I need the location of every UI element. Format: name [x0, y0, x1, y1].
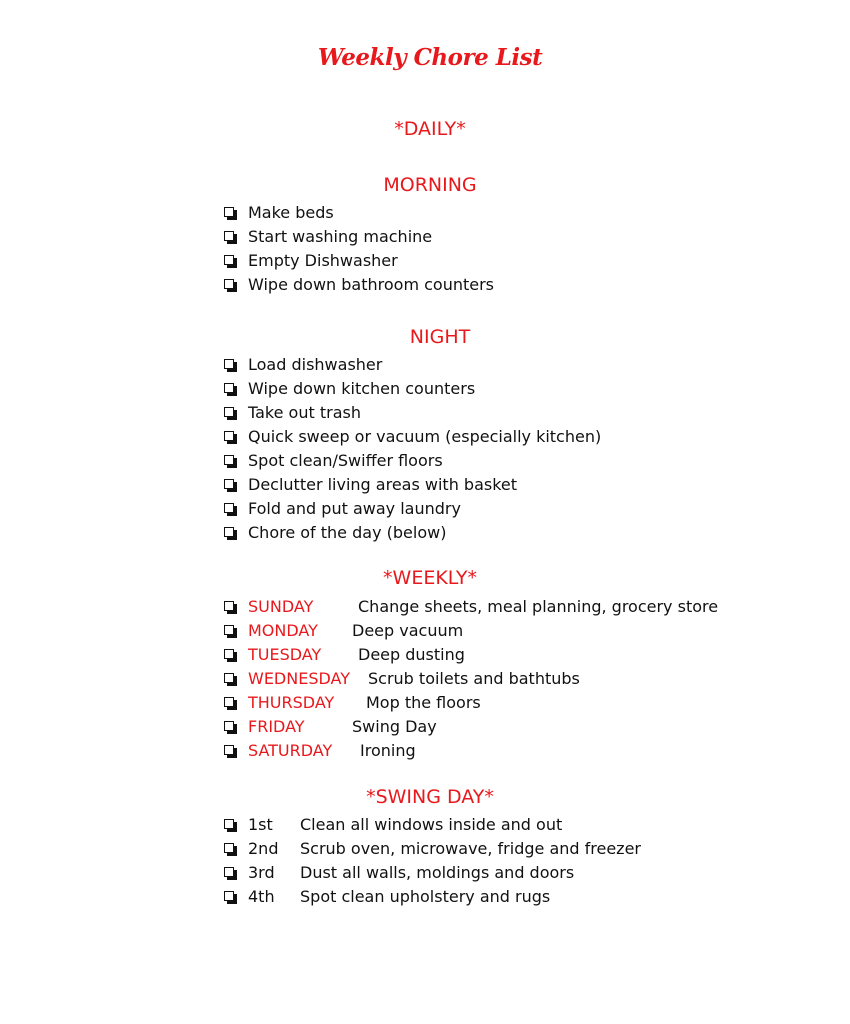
- swing-task: Dust all walls, moldings and doors: [300, 863, 575, 882]
- day-label: MONDAY: [248, 621, 318, 640]
- day-task: Deep dusting: [358, 645, 465, 664]
- swing-day-heading: *SWING DAY*: [366, 786, 494, 808]
- checkbox-icon[interactable]: [224, 359, 234, 369]
- list-item[interactable]: [223, 715, 823, 739]
- checkbox-icon[interactable]: [224, 479, 234, 489]
- checkbox-icon[interactable]: [224, 527, 234, 537]
- list-item[interactable]: Make beds: [223, 201, 823, 225]
- list-item[interactable]: Fold and put away laundry: [223, 497, 823, 521]
- day-label: WEDNESDAY: [248, 669, 350, 688]
- day-label: THURSDAY: [248, 693, 335, 712]
- list-item[interactable]: [223, 739, 823, 763]
- checkbox-icon[interactable]: [224, 455, 234, 465]
- checkbox-icon[interactable]: [224, 891, 234, 901]
- daily-heading: *DAILY*: [394, 118, 466, 140]
- list-item[interactable]: [223, 885, 823, 909]
- morning-list: [223, 201, 823, 297]
- checkbox-icon[interactable]: [224, 673, 234, 683]
- day-task: Ironing: [360, 741, 416, 760]
- checkbox-icon[interactable]: [224, 231, 234, 241]
- list-item[interactable]: Wipe down bathroom counters: [223, 273, 823, 297]
- checkbox-icon[interactable]: [224, 625, 234, 635]
- day-task: Swing Day: [352, 717, 437, 736]
- weekly-list: [223, 595, 823, 763]
- ordinal-label: 3rd: [248, 863, 275, 882]
- list-item[interactable]: Load dishwasher: [223, 353, 823, 377]
- list-item[interactable]: Empty Dishwasher: [223, 249, 823, 273]
- list-item[interactable]: Take out trash: [223, 401, 823, 425]
- night-heading: NIGHT: [409, 326, 471, 348]
- checkbox-icon[interactable]: [224, 279, 234, 289]
- checkbox-icon[interactable]: [224, 745, 234, 755]
- list-item[interactable]: [223, 861, 823, 885]
- list-item[interactable]: Wipe down kitchen counters: [223, 377, 823, 401]
- list-item[interactable]: [223, 691, 823, 715]
- checkbox-icon[interactable]: [224, 601, 234, 611]
- swing-day-list: [223, 813, 823, 909]
- ordinal-label: 4th: [248, 887, 275, 906]
- list-item[interactable]: Chore of the day (below): [223, 521, 823, 545]
- list-item[interactable]: [223, 619, 823, 643]
- ordinal-label: 1st: [248, 815, 273, 834]
- day-label: SATURDAY: [248, 741, 333, 760]
- ordinal-label: 2nd: [248, 839, 279, 858]
- day-task: Deep vacuum: [352, 621, 464, 640]
- list-item[interactable]: Spot clean/Swiffer floors: [223, 449, 823, 473]
- checkbox-icon[interactable]: [224, 207, 234, 217]
- swing-task: Clean all windows inside and out: [300, 815, 563, 834]
- checkbox-icon[interactable]: [224, 383, 234, 393]
- checkbox-icon[interactable]: [224, 819, 234, 829]
- day-task: Mop the floors: [366, 693, 481, 712]
- list-item[interactable]: [223, 595, 823, 619]
- checkbox-icon[interactable]: [224, 867, 234, 877]
- list-item[interactable]: Quick sweep or vacuum (especially kitchen): [223, 425, 823, 449]
- checkbox-icon[interactable]: [224, 721, 234, 731]
- day-task: Scrub toilets and bathtubs: [368, 669, 580, 688]
- page-title: Weekly Chore List: [317, 44, 543, 71]
- day-label: TUESDAY: [248, 645, 322, 664]
- checkbox-icon[interactable]: [224, 431, 234, 441]
- list-item[interactable]: [223, 643, 823, 667]
- checkbox-icon[interactable]: [224, 407, 234, 417]
- swing-task: Spot clean upholstery and rugs: [300, 887, 551, 906]
- checkbox-icon[interactable]: [224, 255, 234, 265]
- list-item[interactable]: [223, 813, 823, 837]
- checkbox-icon[interactable]: [224, 649, 234, 659]
- checkbox-icon[interactable]: [224, 843, 234, 853]
- list-item[interactable]: [223, 837, 823, 861]
- list-item[interactable]: [223, 667, 823, 691]
- weekly-heading: *WEEKLY*: [383, 567, 477, 589]
- list-item[interactable]: Declutter living areas with basket: [223, 473, 823, 497]
- morning-heading: MORNING: [383, 174, 477, 196]
- list-item[interactable]: Start washing machine: [223, 225, 823, 249]
- swing-task: Scrub oven, microwave, fridge and freezer: [300, 839, 641, 858]
- checkbox-icon[interactable]: [224, 503, 234, 513]
- day-label: SUNDAY: [248, 597, 314, 616]
- checkbox-icon[interactable]: [224, 697, 234, 707]
- day-label: FRIDAY: [248, 717, 305, 736]
- night-list: [223, 353, 823, 545]
- day-task: Change sheets, meal planning, grocery store: [358, 597, 719, 616]
